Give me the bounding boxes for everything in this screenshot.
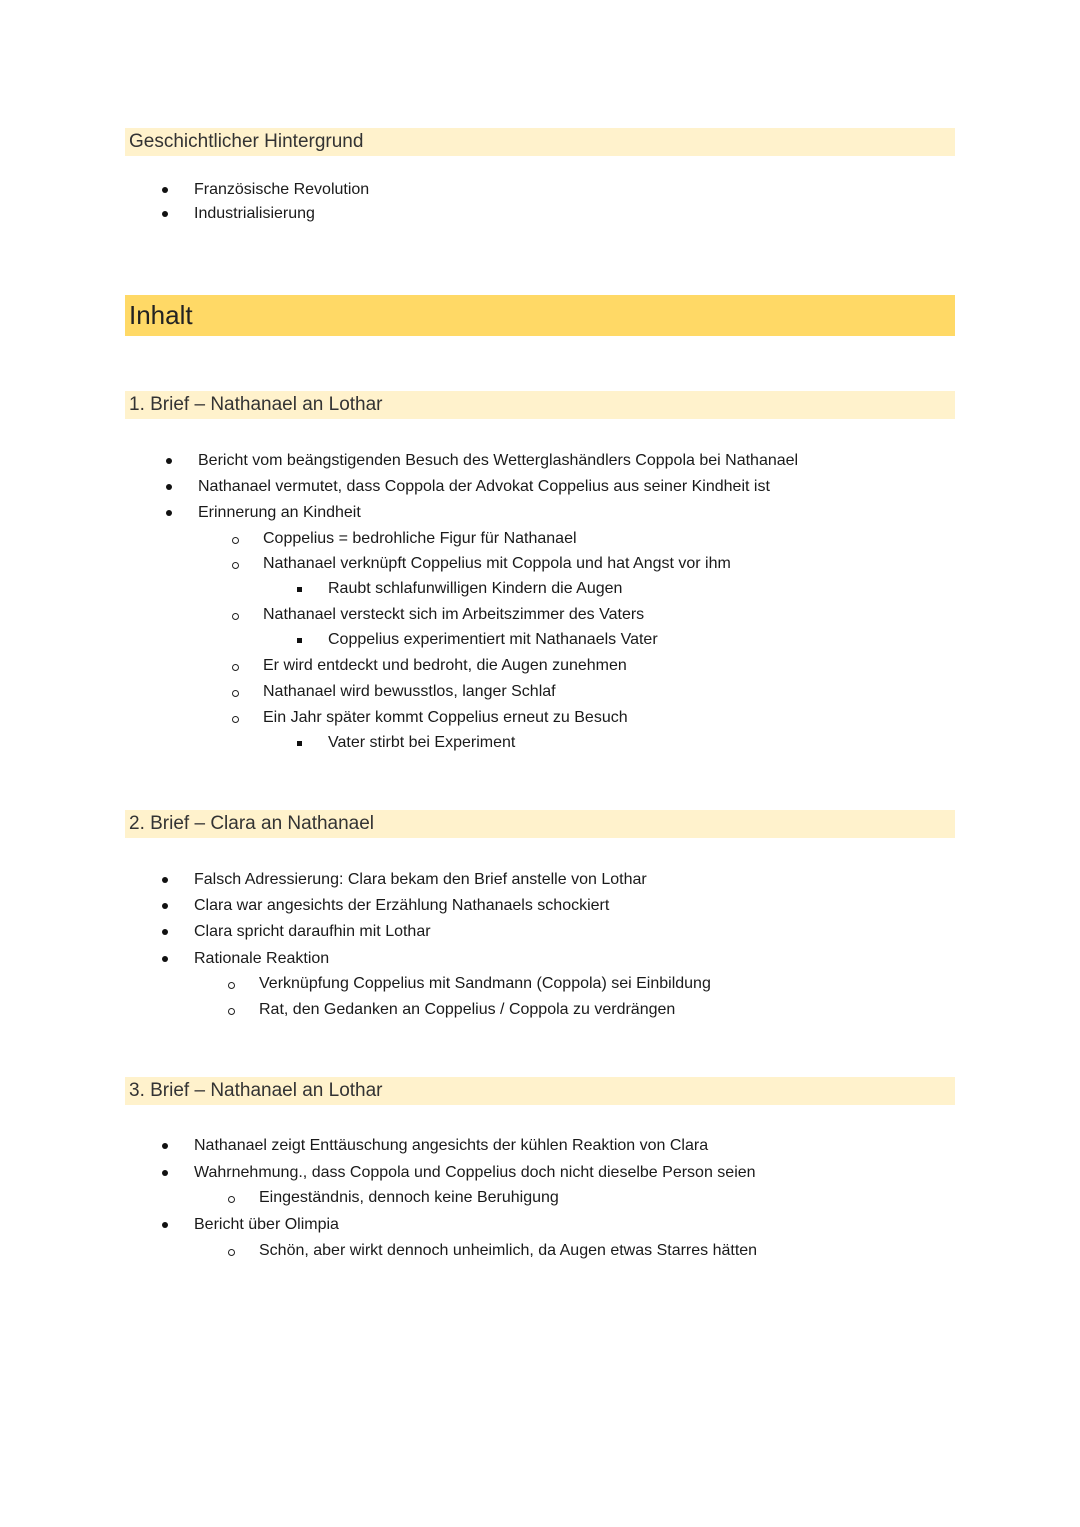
bullet-dot [162,1143,168,1149]
bullet-dot [162,929,168,935]
list-item: Clara war angesichts der Erzählung Nathanaels schockiert [194,897,610,914]
bullet-ring [232,690,239,697]
bullet-dot [162,187,168,193]
list-item: Industrialisierung [194,205,315,222]
bullet-ring [232,562,239,569]
bullet-ring [232,537,239,544]
bullet-dot [166,458,172,464]
list-item: Nathanael vermutet, dass Coppola der Advokat Coppelius aus seiner Kindheit ist [198,478,770,495]
list-subitem: Coppelius = bedrohliche Figur für Nathanael [263,530,577,547]
bullet-dot [166,484,172,490]
list-item: Erinnerung an Kindheit [198,504,361,521]
bullet-square [297,741,302,746]
heading-text: Inhalt [129,300,193,330]
heading-text: 2. Brief – Clara an Nathanael [129,813,375,834]
bullet-dot [162,211,168,217]
list-subitem: Er wird entdeckt und bedroht, die Augen zunehmen [263,657,627,674]
bullet-ring [228,1196,235,1203]
section-heading-content [125,295,955,336]
list-subitem: Schön, aber wirkt dennoch unheimlich, da Augen etwas Starres hätten [259,1242,758,1259]
section-heading-letter2 [125,810,955,838]
bullet-ring [232,716,239,723]
list-subitem: Ein Jahr später kommt Coppelius erneut zu Besuch [263,709,628,726]
list-subitem: Nathanael versteckt sich im Arbeitszimmer des Vaters [263,606,645,623]
list-item: Bericht vom beängstigenden Besuch des Wetterglashändlers Coppola bei Nathanael [198,452,799,469]
bullet-dot [162,877,168,883]
bullet-ring [228,1249,235,1256]
bullet-ring [232,613,239,620]
heading-text: 1. Brief – Nathanael an Lothar [129,394,383,415]
list-item: Nathanael zeigt Enttäuschung angesichts der kühlen Reaktion von Clara [194,1137,709,1154]
heading-text: Geschichtlicher Hintergrund [129,131,364,152]
section-heading-historical [125,128,955,156]
list-subitem: Eingeständnis, dennoch keine Beruhigung [259,1189,559,1206]
bullet-square [297,638,302,643]
heading-text: 3. Brief – Nathanael an Lothar [129,1080,383,1101]
bullet-dot [166,510,172,516]
section-heading-letter1 [125,391,955,419]
list-subitem: Verknüpfung Coppelius mit Sandmann (Coppola) sei Einbildung [259,975,711,992]
bullet-ring [228,982,235,989]
bullet-dot [162,903,168,909]
list-item: Falsch Adressierung: Clara bekam den Brief anstelle von Lothar [194,871,647,888]
list-subsubitem: Raubt schlafunwilligen Kindern die Augen [328,580,623,597]
list-item: Rationale Reaktion [194,950,330,967]
section-heading-letter3 [125,1077,955,1105]
bullet-ring [228,1008,235,1015]
list-subitem: Rat, den Gedanken an Coppelius / Coppola zu verdrängen [259,1001,676,1018]
list-item: Französische Revolution [194,181,370,198]
list-subsubitem: Coppelius experimentiert mit Nathanaels Vater [328,631,658,648]
list-subitem: Nathanael wird bewusstlos, langer Schlaf [263,683,556,700]
list-item: Wahrnehmung., dass Coppola und Coppelius doch nicht dieselbe Person seien [194,1164,756,1181]
bullet-dot [162,956,168,962]
list-item: Bericht über Olimpia [194,1216,339,1233]
bullet-ring [232,664,239,671]
list-item: Clara spricht daraufhin mit Lothar [194,923,431,940]
list-subsubitem: Vater stirbt bei Experiment [328,734,516,751]
bullet-dot [162,1222,168,1228]
bullet-square [297,587,302,592]
bullet-dot [162,1170,168,1176]
list-subitem: Nathanael verknüpft Coppelius mit Coppola und hat Angst vor ihm [263,555,731,572]
